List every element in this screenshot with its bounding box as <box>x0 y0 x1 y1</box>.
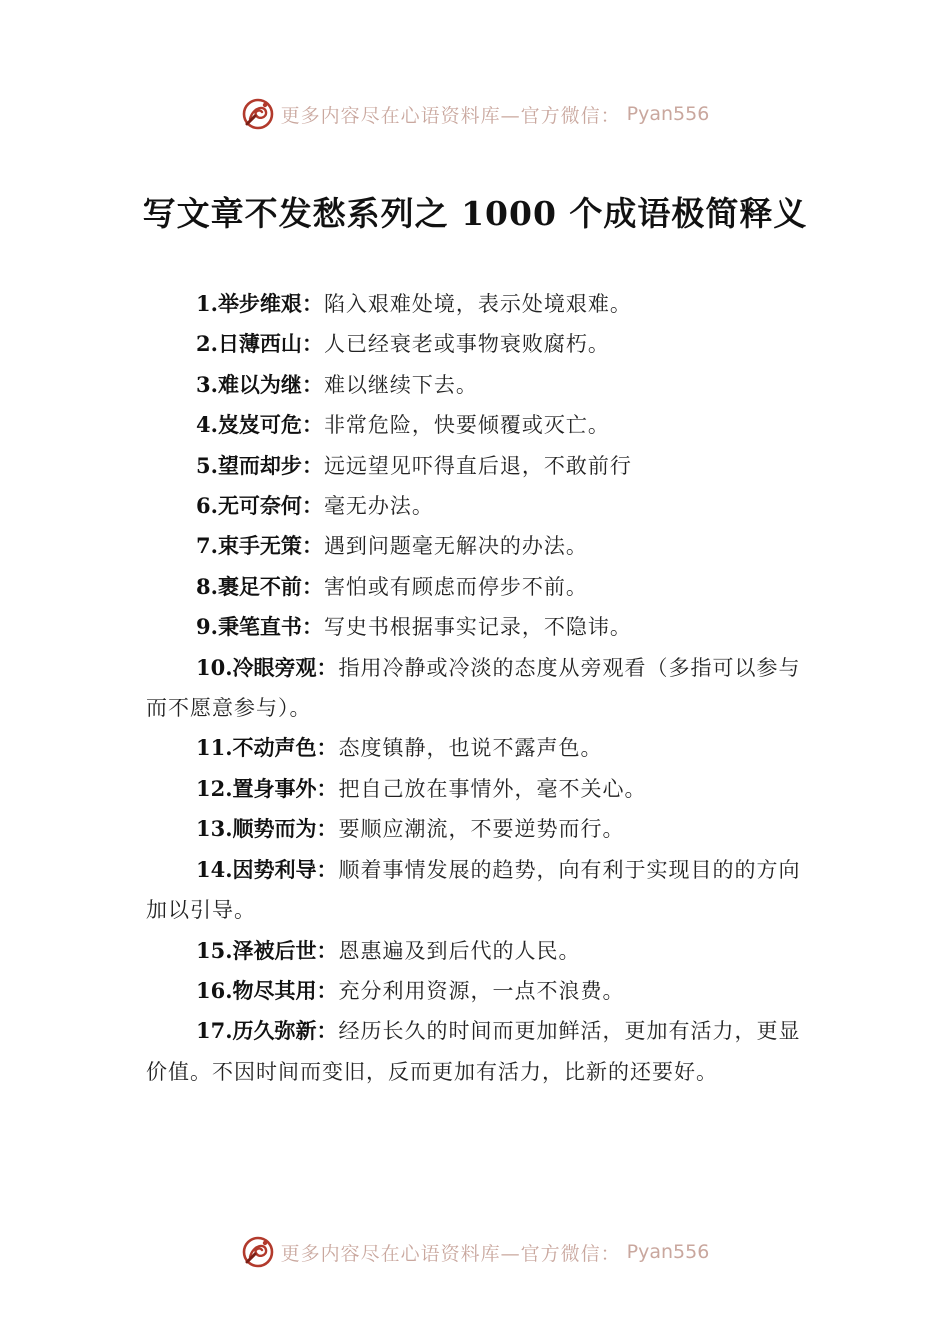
footer-banner <box>0 1232 950 1272</box>
idiom-entry-7 <box>146 526 806 566</box>
entry-definition: 恩惠遍及到后代的人民。 <box>338 938 581 963</box>
entry-definition: 难以继续下去。 <box>323 372 478 397</box>
banner-text: 更多内容尽在心语资料库—官方微信： <box>280 104 621 127</box>
idiom-entry-16 <box>146 971 806 1011</box>
idiom-entry-15 <box>146 931 806 971</box>
idiom-entry-4 <box>146 405 806 445</box>
entry-number: 13. <box>196 816 233 842</box>
idiom-entry-17 <box>146 1011 806 1092</box>
swirl-logo-icon <box>241 97 275 131</box>
entry-definition: 把自己放在事情外，毫不关心。 <box>338 776 647 801</box>
entry-colon: ： <box>316 817 339 842</box>
entry-colon: ： <box>316 938 339 963</box>
entry-term: 秉笔直书 <box>217 615 302 640</box>
idiom-entry-6 <box>146 486 806 526</box>
entry-term: 物尽其用 <box>232 978 317 1003</box>
entry-colon: ： <box>301 372 324 397</box>
idiom-entry-5 <box>146 446 806 486</box>
idiom-entry-2 <box>146 324 806 364</box>
header-banner <box>0 94 950 134</box>
banner-wechat-id: Pyan556 <box>626 103 710 125</box>
entry-definition: 充分利用资源，一点不浪费。 <box>338 978 625 1003</box>
page-title: 写文章不发愁系列之 1000 个成语极简释义 <box>142 194 808 233</box>
entry-term: 束手无策 <box>217 534 302 559</box>
entry-colon: ： <box>301 332 324 357</box>
entry-number: 6. <box>196 493 218 519</box>
entry-number: 15. <box>196 937 233 963</box>
swirl-logo-icon <box>241 1235 275 1269</box>
entry-definition: 人已经衰老或事物衰败腐朽。 <box>323 332 610 357</box>
entry-definition: 害怕或有顾虑而停步不前。 <box>323 574 588 599</box>
entry-colon: ： <box>316 1019 339 1044</box>
entry-number: 7. <box>196 533 218 559</box>
idiom-entry-1 <box>146 284 806 324</box>
entry-colon: ： <box>301 413 324 438</box>
entry-number: 10. <box>196 654 233 680</box>
entry-definition: 指用冷静或冷淡的态度从旁观看（多指可以参与而不愿意参与）。 <box>146 655 801 721</box>
entry-number: 9. <box>196 614 218 640</box>
entry-term: 泽被后世 <box>232 938 317 963</box>
idiom-entry-9 <box>146 607 806 647</box>
entry-definition: 要顺应潮流，不要逆势而行。 <box>338 817 625 842</box>
entry-definition: 顺着事情发展的趋势，向有利于实现目的的方向加以引导。 <box>146 857 801 923</box>
entry-colon: ： <box>301 453 324 478</box>
entry-term: 冷眼旁观 <box>232 655 317 680</box>
entry-term: 望而却步 <box>217 453 302 478</box>
entry-definition: 陷入艰难处境，表示处境艰难。 <box>323 292 632 316</box>
entry-definition: 态度镇静，也说不露声色。 <box>338 736 603 761</box>
entry-colon: ： <box>316 857 339 882</box>
entry-number: 14. <box>196 856 233 882</box>
entry-colon: ： <box>301 534 324 559</box>
entry-colon: ： <box>316 655 339 680</box>
entry-definition: 远远望见吓得直后退，不敢前行 <box>323 453 632 478</box>
banner-wechat-id: Pyan556 <box>626 1241 710 1263</box>
entry-term: 裹足不前 <box>217 574 302 599</box>
entry-number: 3. <box>196 371 218 397</box>
entry-number: 4. <box>196 412 218 438</box>
entry-colon: ： <box>301 494 324 519</box>
entry-term: 岌岌可危 <box>217 413 302 438</box>
entry-term: 不动声色 <box>232 736 317 761</box>
entry-colon: ： <box>301 292 324 316</box>
idiom-entry-8 <box>146 567 806 607</box>
entry-number: 1. <box>196 291 218 316</box>
entry-colon: ： <box>316 978 339 1003</box>
idiom-entry-12 <box>146 769 806 809</box>
entry-definition: 遇到问题毫无解决的办法。 <box>323 534 588 559</box>
entry-term: 历久弥新 <box>232 1019 317 1044</box>
entry-number: 12. <box>196 775 233 801</box>
entry-colon: ： <box>301 615 324 640</box>
idiom-entry-10 <box>146 648 806 729</box>
entry-number: 16. <box>196 977 233 1003</box>
idiom-entry-11 <box>146 728 806 768</box>
entry-term: 举步维艰 <box>217 292 302 316</box>
entry-term: 难以为继 <box>217 372 302 397</box>
idiom-entry-3 <box>146 365 806 405</box>
idiom-list <box>146 284 806 1092</box>
entry-term: 因势利导 <box>232 857 317 882</box>
entry-number: 5. <box>196 452 218 478</box>
entry-number: 8. <box>196 573 218 599</box>
entry-term: 置身事外 <box>232 776 317 801</box>
entry-colon: ： <box>301 574 324 599</box>
entry-term: 日薄西山 <box>217 332 302 357</box>
entry-number: 17. <box>196 1018 233 1044</box>
entry-definition: 写史书根据事实记录，不隐讳。 <box>323 615 632 640</box>
entry-definition: 经历长久的时间而更加鲜活，更加有活力，更显价值。不因时间而变旧，反而更加有活力，比新的还要好。 <box>146 1019 801 1084</box>
entry-term: 无可奈何 <box>217 494 302 519</box>
entry-colon: ： <box>316 736 339 761</box>
entry-number: 2. <box>196 331 218 357</box>
entry-term: 顺势而为 <box>232 817 317 842</box>
idiom-entry-13 <box>146 809 806 849</box>
entry-colon: ： <box>316 776 339 801</box>
entry-number: 11. <box>196 735 233 761</box>
entry-definition: 毫无办法。 <box>323 494 434 519</box>
entry-definition: 非常危险，快要倾覆或灭亡。 <box>323 413 610 438</box>
banner-text: 更多内容尽在心语资料库—官方微信： <box>280 1242 621 1265</box>
idiom-entry-14 <box>146 850 806 931</box>
